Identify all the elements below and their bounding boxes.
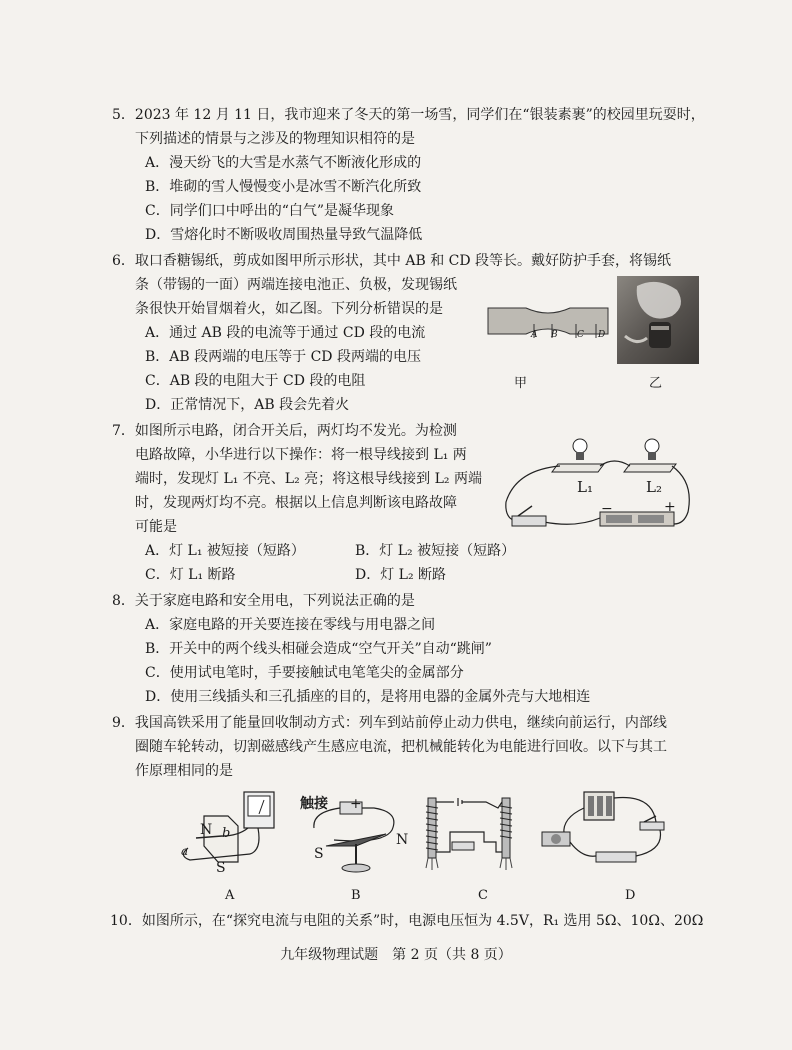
fig-b-touch-label: 触接: [300, 796, 328, 812]
q7-stem-line3: 端时，发现灯 L₁ 不亮、L₂ 亮；将这根导线接到 L₂ 两端: [135, 471, 482, 487]
lamp-l1-label: L₁: [577, 478, 593, 496]
q5-stem-line2: 下列描述的情景与之涉及的物理知识相符的是: [135, 131, 415, 147]
q8-option-b: B．开关中的两个线头相碰会造成“空气开关”自动“跳闸”: [145, 641, 492, 657]
foil-label-a: A: [531, 330, 538, 340]
q9-stem-line2: 圈随车轮转动，切割磁感线产生感应电流，把机械能转化为电能进行回收。以下与其工: [135, 739, 667, 755]
q6-option-a: A．通过 AB 段的电流等于通过 CD 段的电流: [145, 325, 426, 341]
fig-d-caption: D: [625, 888, 636, 903]
fig-b-plus-label: +: [350, 796, 362, 812]
q8-option-d: D．使用三线插头和三孔插座的目的，是将用电器的金属外壳与大地相连: [145, 689, 591, 705]
q6-option-c: C．AB 段的电阻大于 CD 段的电阻: [145, 373, 366, 389]
burning-foil-photo: [617, 276, 699, 364]
q7-circuit-figure: [496, 432, 696, 536]
q6-option-d: D．正常情况下，AB 段会先着火: [145, 397, 350, 413]
fig-b-caption: B: [351, 888, 361, 903]
tin-foil-strip-figure: [486, 304, 610, 344]
figure-yi-label: 乙: [649, 376, 663, 391]
q7-stem-line2: 电路故障，小华进行以下操作：将一根导线接到 L₁ 两: [135, 447, 467, 463]
q6-option-b: B．AB 段两端的电压等于 CD 段两端的电压: [145, 349, 421, 365]
q7-option-d: D．灯 L₂ 断路: [355, 567, 447, 583]
q9-figure-c: [424, 792, 516, 872]
battery-plus-label: +: [664, 499, 676, 515]
q7-option-c: C．灯 L₁ 断路: [145, 567, 236, 583]
q7-option-a: A．灯 L₁ 被短接（短路）: [145, 543, 305, 559]
q5-option-a: A．漫天纷飞的大雪是水蒸气不断液化形成的: [145, 155, 422, 171]
page-footer: 九年级物理试题 第 2 页（共 8 页）: [280, 947, 512, 963]
fig-a-n-label: N: [200, 822, 213, 838]
foil-label-b: B: [551, 330, 558, 340]
q9-stem-line3: 作原理相同的是: [135, 763, 233, 779]
lamp-l2-label: L₂: [646, 478, 662, 496]
foil-label-c: C: [577, 330, 584, 340]
fig-a-s-label: S: [216, 860, 226, 876]
q7-option-b: B．灯 L₂ 被短接（短路）: [355, 543, 516, 559]
q5-option-b: B．堆砌的雪人慢慢变小是冰雪不断汽化所致: [145, 179, 422, 195]
fig-b-n-label: N: [396, 832, 409, 848]
q5-option-c: C．同学们口中呼出的“白气”是凝华现象: [145, 203, 395, 219]
q7-stem-line5: 可能是: [135, 519, 177, 535]
fig-b-s-label: S: [314, 846, 324, 862]
q6-stem-line1: 6．取口香糖锡纸，剪成如图甲所示形状，其中 AB 和 CD 段等长。戴好防护手套，将锡纸: [112, 253, 672, 269]
fig-a-b-label: b: [222, 826, 231, 841]
q8-option-a: A．家庭电路的开关要连接在零线与用电器之间: [145, 617, 436, 633]
fig-a-a-label: a: [181, 844, 189, 858]
fig-c-caption: C: [478, 888, 488, 903]
battery-minus-label: −: [601, 501, 613, 517]
q9-stem-line1: 9．我国高铁采用了能量回收制动方式：列车到站前停止动力供电，继续向前运行，内部线: [112, 715, 667, 731]
q8-stem: 8．关于家庭电路和安全用电，下列说法正确的是: [112, 593, 415, 609]
q6-stem-line2: 条（带锡的一面）两端连接电池正、负极，发现锡纸: [135, 277, 457, 293]
q8-option-c: C．使用试电笔时，手要接触试电笔笔尖的金属部分: [145, 665, 464, 681]
fig-a-caption: A: [225, 888, 235, 903]
q9-figure-d: [532, 788, 672, 872]
foil-label-d: D: [598, 330, 606, 340]
q6-stem-line3: 条很快开始冒烟着火，如乙图。下列分析错误的是: [135, 301, 443, 317]
q5-option-d: D．雪熔化时不断吸收周围热量导致气温降低: [145, 227, 423, 243]
q5-stem-line1: 5．2023 年 12 月 11 日，我市迎来了冬天的第一场雪，同学们在“银装素裹”的校园里玩耍时，: [112, 107, 705, 123]
figure-jia-label: 甲: [514, 376, 528, 391]
q10-stem-line1: 10．如图所示，在“探究电流与电阻的关系”时，电源电压恒为 4.5V，R₁ 选用 5Ω、10Ω、20Ω: [110, 913, 704, 929]
q7-stem-line1: 7．如图所示电路，闭合开关后，两灯均不发光。为检测: [112, 423, 457, 439]
q7-stem-line4: 时，发现两灯均不亮。根据以上信息判断该电路故障: [135, 495, 457, 511]
